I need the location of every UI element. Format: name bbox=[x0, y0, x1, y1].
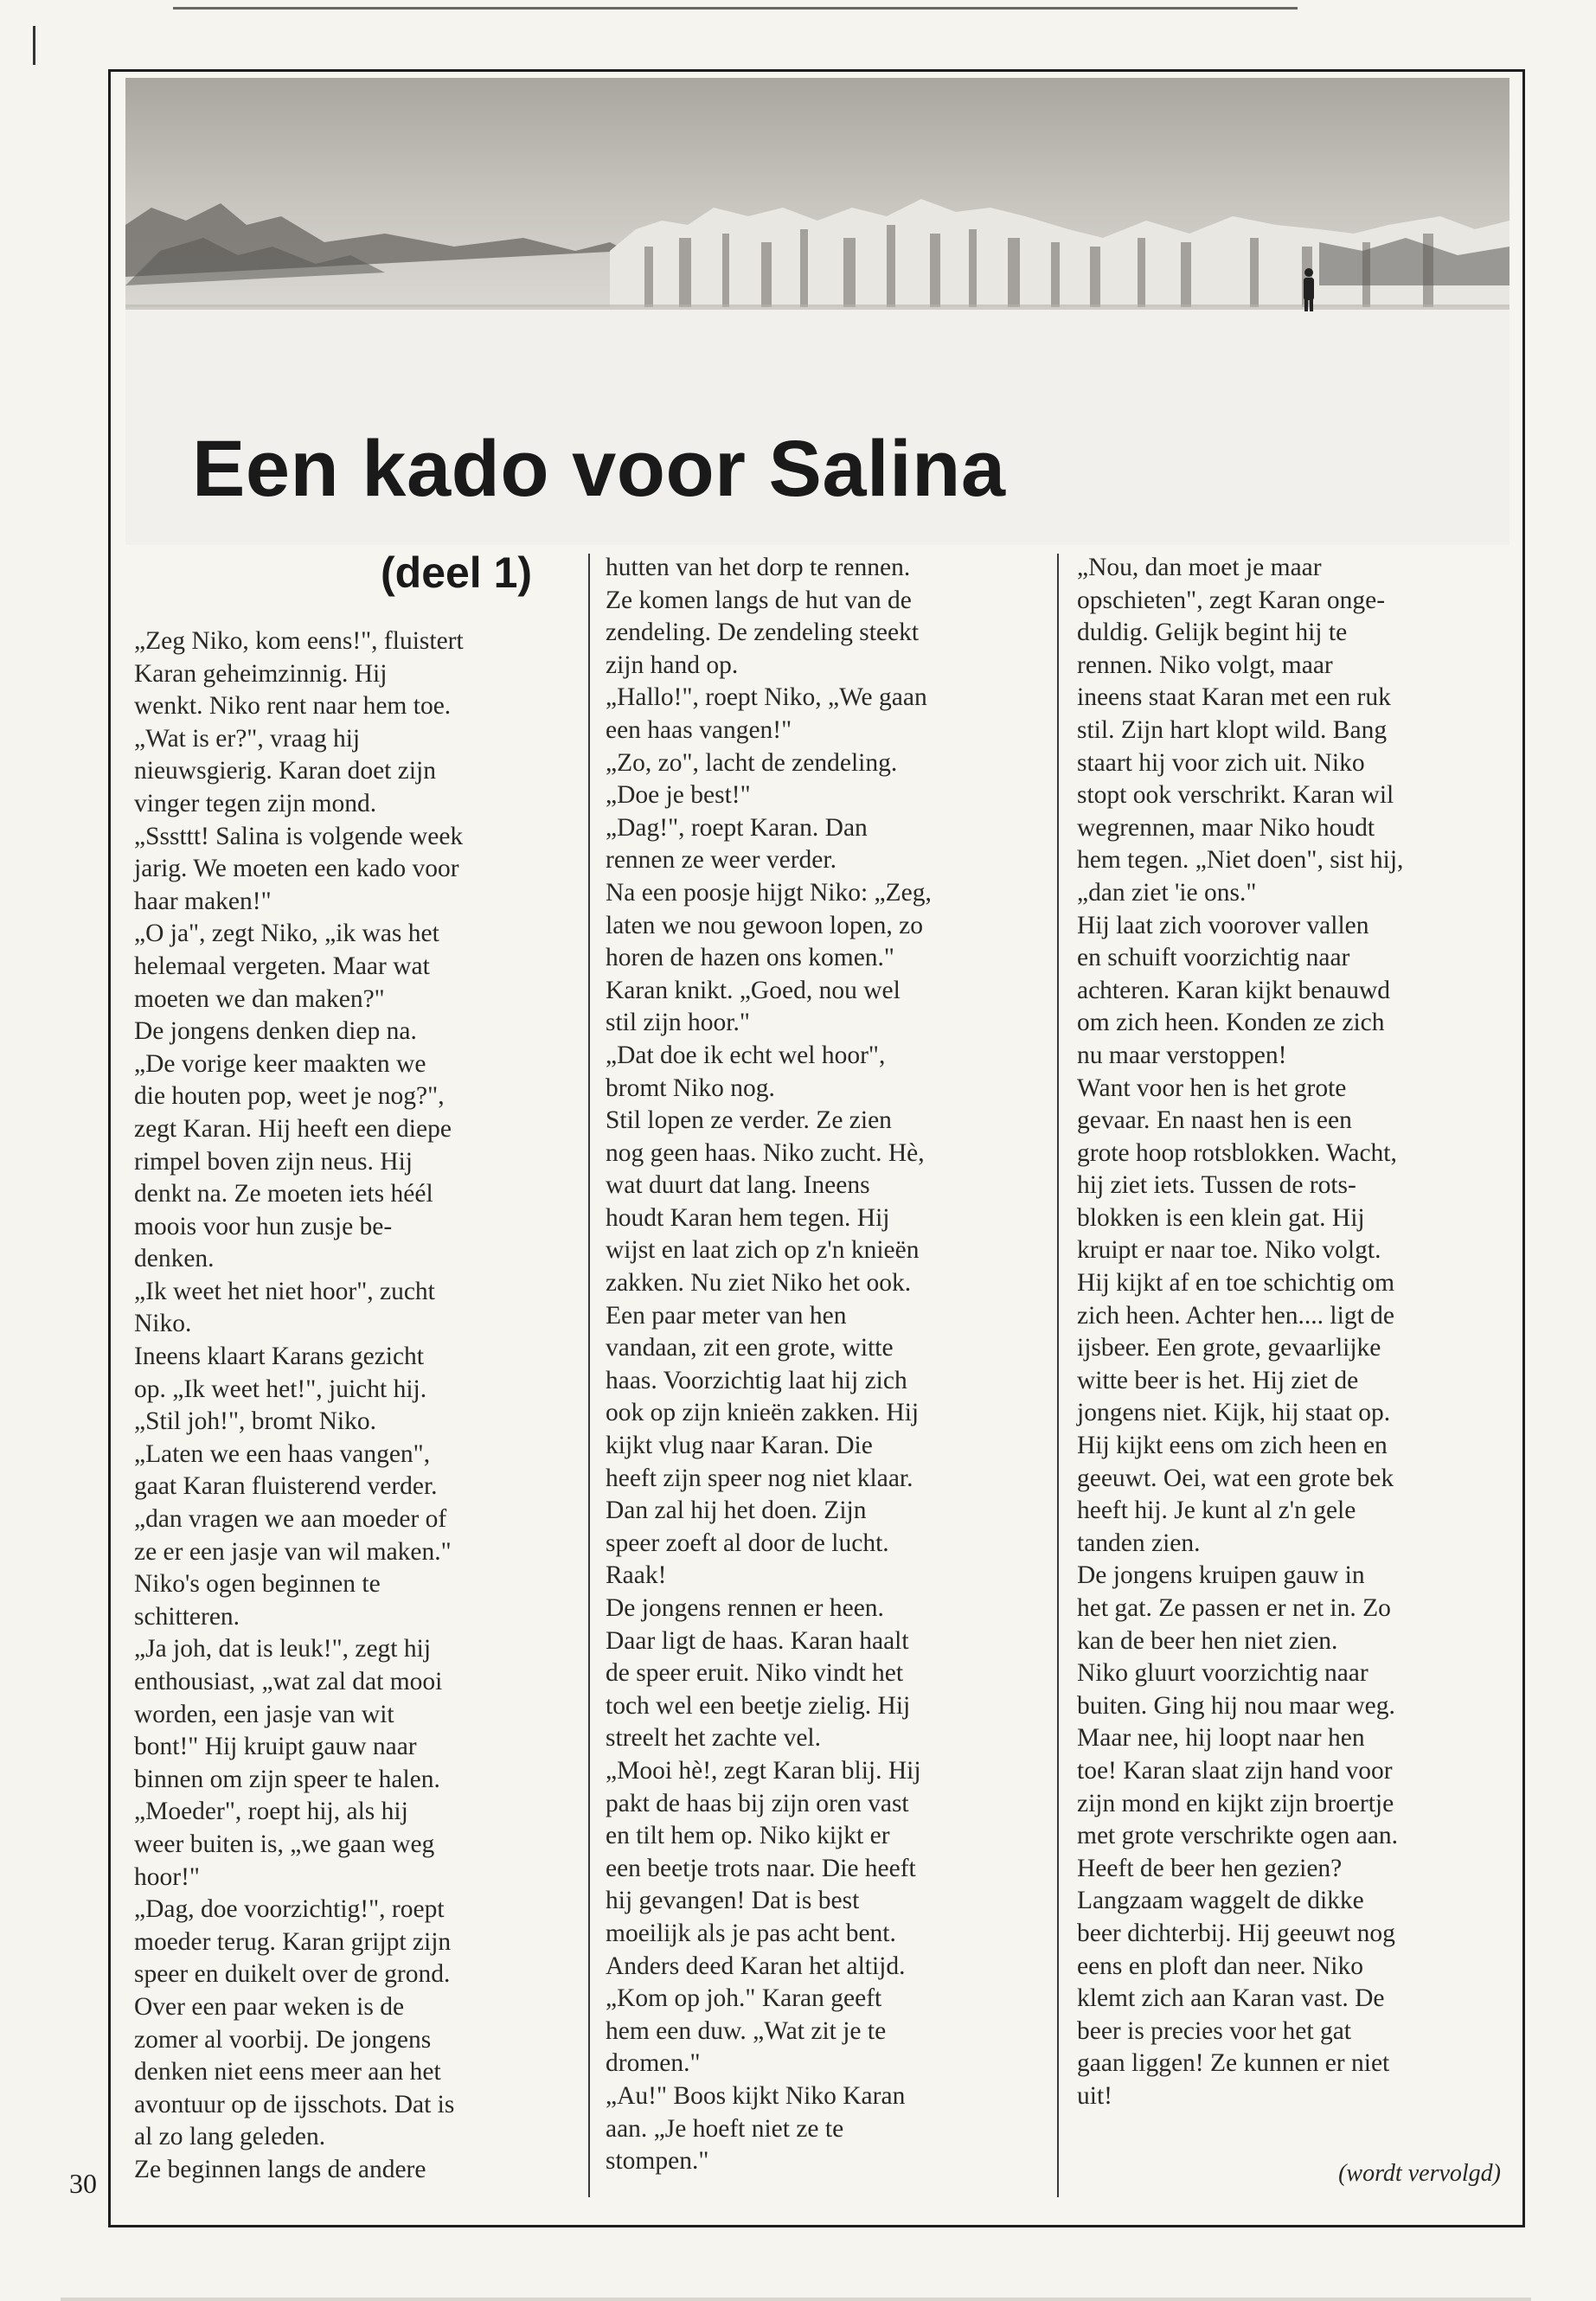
column-divider bbox=[1057, 554, 1059, 2197]
article-subtitle: (deel 1) bbox=[381, 548, 533, 597]
column-divider bbox=[588, 554, 590, 2197]
text-column-2: hutten van het dorp te rennen. Ze komen langs de hut van de zendeling. De zendeling steekt zijn hand op. „Hallo!", roept Niko, „We gaan een haas vangen!" „Zo, zo", lacht de zendeling. „Doe je best!" „Dag!", roept Karan. Dan rennen ze weer verder. Na een poosje hijgt Niko: „Zeg, laten we nou gewoon lopen, zo horen de hazen ons komen." Karan knikt. „Goed, nou wel stil zijn hoor." „Dat doe ik echt wel hoor", bromt Niko nog. Stil lopen ze verder. Ze zien nog geen haas. Niko zucht. Hè, wat duurt dat lang. Ineens houdt Karan hem tegen. Hij wijst en laat zich op z'n knieën zakken. Nu ziet Niko het ook. Een paar meter van hen vandaan, zit een grote, witte haas. Voorzichtig laat hij zich ook op zijn knieën zakken. Hij kijkt vlug naar Karan. Die heeft zijn speer nog niet klaar. Dan zal hij het doen. Zijn speer zoeft al door de lucht. Raak! De jongens rennen er heen. Daar ligt de haas. Karan haalt de speer eruit. Niko vindt het toch wel een beetje zielig. Hij streelt het zachte vel. „Mooi hè!, zegt Karan blij. Hij pakt de haas bij zijn oren vast en tilt hem op. Niko kijkt er een beetje trots naar. Die heeft hij gevangen! Dat is best moeilijk als je pas acht bent. Anders deed Karan het altijd. „Kom op joh." Karan geeft hem een duw. „Wat zit je te dromen." „Au!" Boos kijkt Niko Karan aan. „Je hoeft niet ze te stompen." bbox=[606, 554, 932, 2176]
text-column-3: „Nou, dan moet je maar opschieten", zegt Karan onge- duldig. Gelijk begint hij te rennen. Niko volgt, maar ineens staat Karan met een ruk stil. Zijn hart klopt wild. Bang staart hij voor zich uit. Niko stopt ook verschrikt. Karan wil wegrennen, maar Niko houdt hem tegen. „Niet doen", sist hij, „dan ziet 'ie ons." Hij laat zich voorover vallen en schuift voorzichtig naar achteren. Karan kijkt benauwd om zich heen. Konden ze zich nu maar verstoppen! Want voor hen is het grote gevaar. En naast hen is een grote hoop rotsblokken. Wacht, hij ziet iets. Tussen de rots- blokken is een klein gat. Hij kruipt er naar toe. Niko volgt. Hij kijkt af en toe schichtig om zich heen. Achter hen.... ligt de ijsbeer. Een grote, gevaarlijke witte beer is het. Hij ziet de jongens niet. Kijk, hij staat op. Hij kijkt eens om zich heen en geeuwt. Oei, wat een grote bek heeft hij. Je kunt al z'n gele tanden zien. De jongens kruipen gauw in het gat. Ze passen er net in. Zo kan de beer hen niet zien. Niko gluurt voorzichtig naar buiten. Ging hij nou maar weg. Maar nee, hij loopt naar hen toe! Karan slaat zijn hand voor zijn mond en kijkt zijn broertje met grote verschrikte ogen aan. Heeft de beer hen gezien? Langzaam waggelt de dikke beer dichterbij. Hij geeuwt nog eens en ploft dan neer. Niko klemt zich aan Karan vast. De beer is precies voor het gat gaan liggen! Ze kunnen er niet uit! bbox=[1077, 554, 1404, 2110]
continued-note: (wordt vervolgd) bbox=[1338, 2160, 1501, 2187]
article-title: Een kado voor Salina bbox=[192, 425, 1006, 513]
text-column-1: „Zeg Niko, kom eens!", fluistert Karan geheimzinnig. Hij wenkt. Niko rent naar hem toe. „Wat is er?", vraag hij nieuwsgierig. Karan doet zijn vinger tegen zijn mond. „Sssttt! Salina is volgende week jarig. We moeten een kado voor haar maken!" „O ja", zegt Niko, „ik was het helemaal vergeten. Maar wat moeten we dan maken?" De jongens denken diep na. „De vorige keer maakten we die houten pop, weet je nog?", zegt Karan. Hij heeft een diepe rimpel boven zijn neus. Hij denkt na. Ze moeten iets héél moois voor hun zusje be- denken. „Ik weet het niet hoor", zucht Niko. Ineens klaart Karans gezicht op. „Ik weet het!", juicht hij. „Stil joh!", bromt Niko. „Laten we een haas vangen", gaat Karan fluisterend verder. „dan vragen we aan moeder of ze er een jasje van wil maken." Niko's ogen beginnen te schitteren. „Ja joh, dat is leuk!", zegt hij enthousiast, „wat zal dat mooi worden, een jasje van wit bont!" Hij kruipt gauw naar binnen om zijn speer te halen. „Moeder", roept hij, als hij weer buiten is, „we gaan weg hoor!" „Dag, doe voorzichtig!", roept moeder terug. Karan grijpt zijn speer en duikelt over de grond. Over een paar weken is de zomer al voorbij. De jongens denken niet eens meer aan het avontuur op de ijsschots. Dat is al zo lang geleden. Ze beginnen langs de andere bbox=[134, 627, 464, 2183]
page-bottom-edge bbox=[61, 2298, 1531, 2301]
top-edge-rule bbox=[173, 7, 1298, 10]
left-edge-mark bbox=[33, 26, 35, 65]
page-number: 30 bbox=[69, 2168, 97, 2199]
